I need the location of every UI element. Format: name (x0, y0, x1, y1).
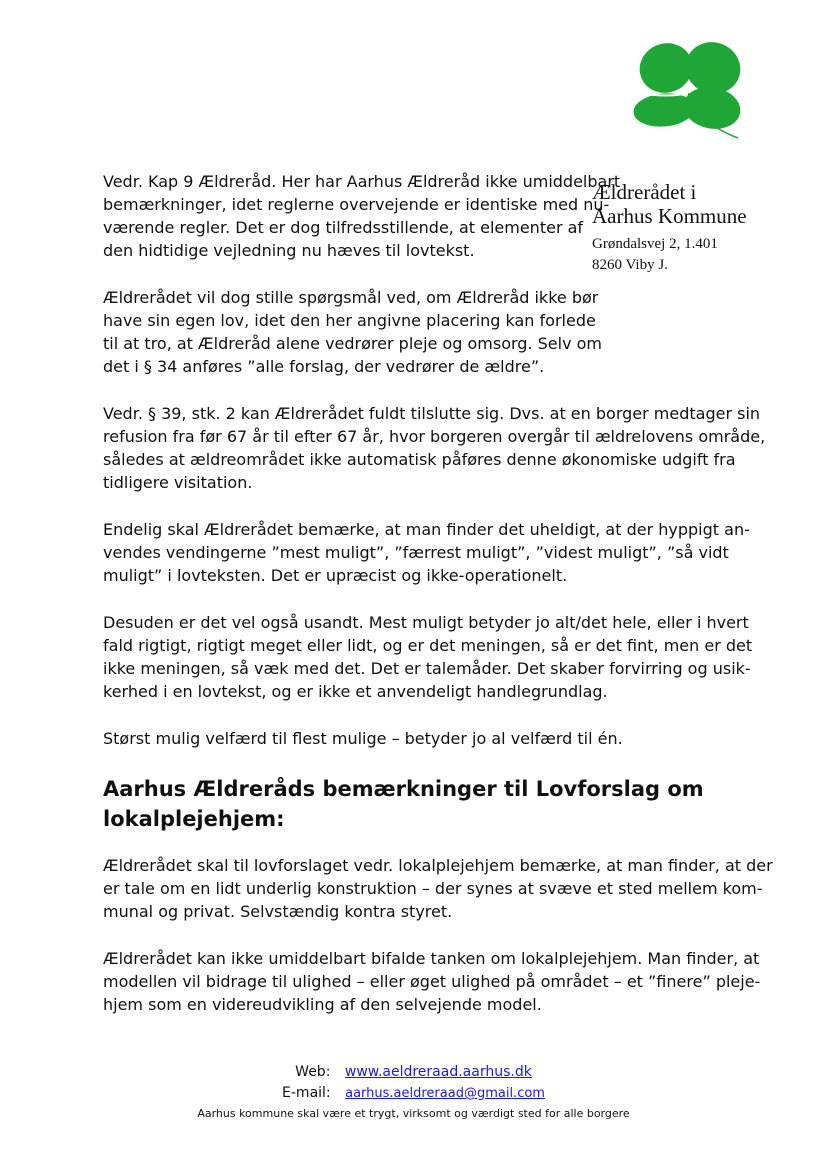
text-line: Ældrerådet kan ikke umiddelbart bifalde tanken om lokalplejehjem. Man finder, at (103, 949, 760, 968)
paragraph-velfaerd (103, 727, 763, 750)
org-name-line2: Aarhus Kommune (592, 204, 747, 229)
text-line: den hidtidige vejledning nu hæves til lovtekst. (103, 241, 475, 260)
text-line: hjem som en videreudvikling af den selvejende model. (103, 995, 542, 1014)
four-leaf-clover-icon (628, 38, 748, 148)
org-address-street: Grøndalsvej 2, 1.401 (592, 236, 718, 253)
email-link[interactable]: aarhus.aeldreraad@gmail.com (345, 1086, 545, 1101)
heading-line: Aarhus Ældreråds bemærkninger til Lovforslag om (103, 777, 704, 801)
text-line: Endelig skal Ældrerådet bemærke, at man finder det uheldigt, at der hyppigt an- (103, 520, 750, 539)
text-line: Desuden er det vel også usandt. Mest muligt betyder jo alt/det hele, eller i hvert (103, 613, 749, 632)
text-line: Vedr. Kap 9 Ældreråd. Her har Aarhus Ældreråd ikke umiddelbart (103, 172, 621, 191)
org-name-line1: Ældrerådet i (592, 180, 697, 204)
document-body (103, 170, 773, 1040)
text-line: Vedr. § 39, stk. 2 kan Ældrerådet fuldt tilslutte sig. Dvs. at en borger medtager sin (103, 404, 761, 423)
text-line: værende regler. Det er dog tilfredsstillende, at elementer af (103, 218, 584, 237)
text-line: Ældrerådet vil dog stille spørgsmål ved, om Ældreråd ikke bør (103, 288, 599, 307)
paragraph-lokalplejehjem (103, 854, 773, 923)
text-line: ikke meningen, så væk med det. Det er talemåder. Det skaber forvirring og usik- (103, 659, 751, 678)
text-line: refusion fra før 67 år til efter 67 år, hvor borgeren overgår til ældrelovens område, (103, 427, 766, 446)
page-footer (0, 1062, 827, 1122)
paragraph-egen-lov (103, 286, 603, 378)
footer-email-row (0, 1083, 827, 1104)
text-line: bemærkninger, idet reglerne overvejende er identiske med nu- (103, 195, 610, 214)
paragraph-kap9 (103, 170, 621, 262)
text-line: til at tro, at Ældreråd alene vedrører pleje og omsorg. Selv om (103, 334, 603, 353)
text-line: Størst mulig velfærd til flest mulige – betyder jo al velfærd til én. (103, 729, 623, 748)
text-line: modellen vil bidrage til ulighed – eller øget ulighed på området – et ”finere” pleje- (103, 972, 761, 991)
text-line: munal og privat. Selvstændig kontra styret. (103, 902, 453, 921)
text-line: er tale om en lidt underlig konstruktion – der synes at svæve et sted mellem kom- (103, 879, 763, 898)
text-line: Ældrerådet skal til lovforslaget vedr. lokalplejehjem bemærke, at man finder, at der (103, 856, 773, 875)
email-label: E-mail: (282, 1085, 331, 1101)
paragraph-usandt (103, 611, 763, 703)
org-address-city: 8260 Viby J. (592, 256, 668, 273)
text-line: således at ældreområdet ikke automatisk påføres denne økonomiske udgift fra (103, 450, 736, 469)
heading-line: lokalplejehjem: (103, 807, 285, 831)
text-line: fald rigtigt, rigtigt meget eller lidt, og er det meningen, så er det fint, men er det (103, 636, 753, 655)
text-line: tidligere visitation. (103, 473, 253, 492)
text-line: muligt” i lovteksten. Det er upræcist og ikke-operationelt. (103, 566, 568, 585)
section-heading (103, 774, 763, 834)
footer-slogan: Aarhus kommune skal være et trygt, virksomt og værdigt sted for alle borgere (197, 1107, 630, 1120)
text-line: kerhed i en lovtekst, og er ikke et anvendeligt handlegrundlag. (103, 682, 608, 701)
paragraph-paragraf-39 (103, 402, 766, 494)
text-line: have sin egen lov, idet den her angivne placering kan forlede (103, 311, 596, 330)
paragraph-vendinger (103, 518, 763, 587)
web-label: Web: (295, 1064, 331, 1080)
footer-web-row (0, 1062, 827, 1083)
paragraph-ulighed (103, 947, 763, 1016)
text-line: vendes vendingerne ”mest muligt”, ”færrest muligt”, ”videst muligt”, ”så vidt (103, 543, 729, 562)
web-link[interactable]: www.aeldreraad.aarhus.dk (344, 1064, 532, 1080)
text-line: det i § 34 anføres ”alle forslag, der vedrører de ældre”. (103, 357, 545, 376)
